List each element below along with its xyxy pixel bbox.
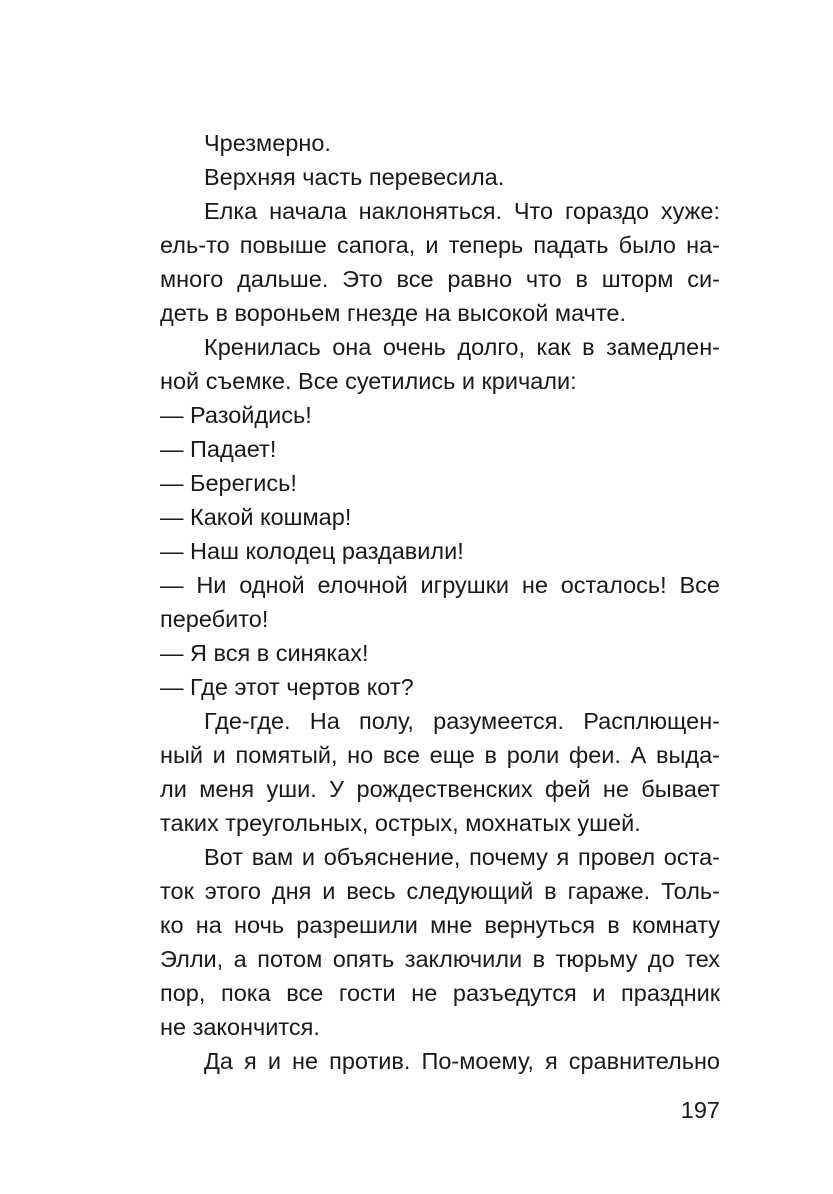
text-line: много дальше. Это все равно что в шторм си-: [160, 266, 720, 292]
text-line: пор, пока все гости не разъедутся и праздник: [160, 980, 720, 1006]
dialogue-line: — Где этот чертов кот?: [160, 674, 414, 700]
page-number: 197: [680, 1097, 720, 1123]
text-line: Кренилась она очень долго, как в замедлен-: [204, 334, 720, 360]
text-line: деть в вороньем гнезде на высокой мачте.: [160, 300, 626, 326]
dialogue-line: — Берегись!: [160, 470, 297, 496]
text-line: ко на ночь разрешили мне вернуться в комнату: [160, 912, 720, 938]
text-line: Вот вам и объяснение, почему я провел оста-: [204, 844, 720, 870]
dialogue-line: — Какой кошмар!: [160, 504, 352, 530]
text-line: ток этого дня и весь следующий в гараже. Толь-: [160, 878, 720, 904]
page-text-block: [160, 126, 720, 1078]
text-line: таких треугольных, острых, мохнатых ушей.: [160, 810, 641, 836]
dialogue-line: — Я вся в синяках!: [160, 640, 369, 666]
text-line: ель-то повыше сапога, и теперь падать было на-: [160, 232, 720, 258]
text-line: ли меня уши. У рождественских фей не бывает: [160, 776, 720, 802]
dialogue-line: — Падает!: [160, 436, 277, 462]
text-line: Верхняя часть перевесила.: [204, 164, 505, 190]
text-line: не закончится.: [160, 1014, 320, 1040]
dialogue-line: — Ни одной елочной игрушки не осталось! Все: [160, 572, 720, 598]
dialogue-line: — Наш колодец раздавили!: [160, 538, 464, 564]
text-line: ной съемке. Все суетились и кричали:: [160, 368, 577, 394]
text-line: Где-где. На полу, разумеется. Расплющен-: [204, 708, 720, 734]
text-line: ный и помятый, но все еще в роли феи. А выда-: [160, 742, 720, 768]
text-line: Элли, а потом опять заключили в тюрьму до тех: [160, 946, 720, 972]
dialogue-line: — Разойдись!: [160, 402, 312, 428]
text-line: перебито!: [160, 606, 269, 632]
text-line: Елка начала наклоняться. Что гораздо хуже:: [204, 198, 720, 224]
text-line: Чрезмерно.: [204, 130, 331, 156]
text-line: Да я и не против. По-моему, я сравнительно: [204, 1048, 720, 1074]
